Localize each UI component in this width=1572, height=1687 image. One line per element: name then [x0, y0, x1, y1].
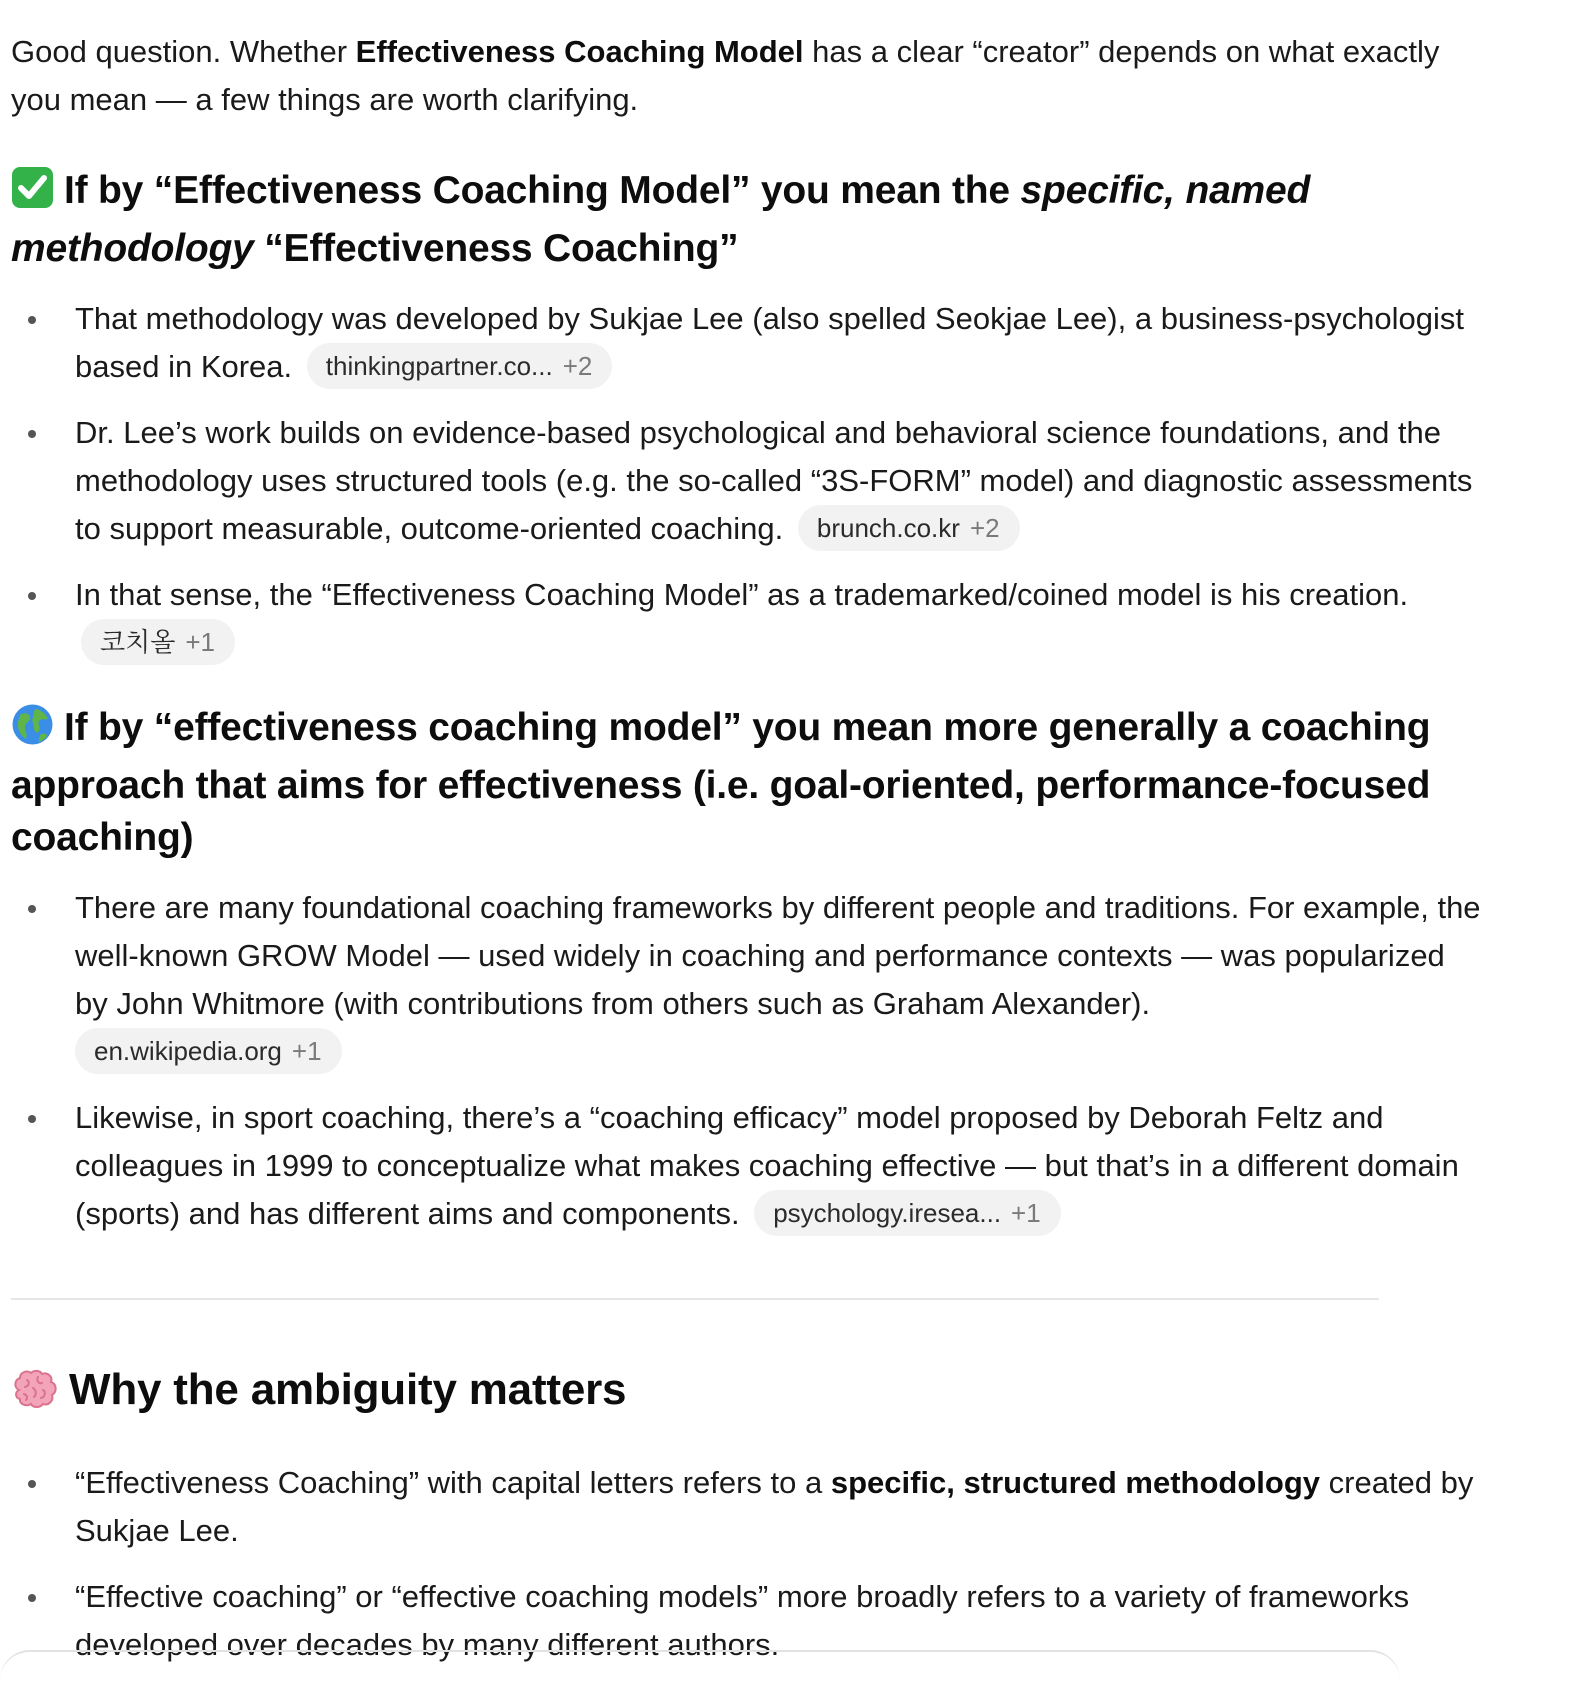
source-chip[interactable]: [307, 343, 613, 389]
bullet-dot: [28, 316, 36, 324]
section1-list: [11, 295, 1481, 667]
intro-text-start: Good question. Whether: [11, 34, 356, 69]
list-item-text: “Effectiveness Coaching” with capital letters refers to a: [75, 1465, 831, 1500]
section3-list: [11, 1459, 1481, 1669]
brain-icon: [11, 1366, 59, 1426]
globe-icon: [11, 703, 54, 760]
section1-heading-italic: specific, named methodology: [11, 169, 1311, 270]
source-chip-count: +1: [291, 1036, 322, 1066]
intro-bold-term: Effectiveness Coaching Model: [355, 34, 804, 69]
bullet-dot: [28, 1115, 36, 1123]
section1-heading-text: If by “Effectiveness Coaching Model” you mean the: [64, 169, 1021, 212]
list-item-text: Likewise, in sport coaching, there’s a “coaching efficacy” model proposed by Deborah Feltz and colleagues in 1999 to conceptualize what makes coaching effective — but that’s in a different domain (sports) and has different aims and components.: [75, 1100, 1459, 1231]
check-mark-icon: [11, 166, 54, 223]
section-divider: [11, 1298, 1379, 1300]
source-chip-count: +1: [185, 627, 216, 657]
source-chip-label: brunch.co.kr: [816, 513, 960, 543]
composer-top-edge: [0, 1650, 1400, 1682]
bullet-dot: [28, 430, 36, 438]
intro-paragraph: [11, 28, 1481, 124]
list-item-text: That methodology was developed by Sukjae Lee (also spelled Seokjae Lee), a business-psychologist based in Korea.: [75, 301, 1464, 384]
bullet-dot: [28, 1480, 36, 1488]
source-chip[interactable]: [754, 1190, 1061, 1236]
source-chip[interactable]: [75, 1028, 342, 1074]
source-chip-count: +2: [562, 351, 593, 381]
section2-heading-text: If by “effectiveness coaching model” you mean more generally a coaching approach that aims for effectiveness (i.e. goal-oriented, performance-focused coaching): [11, 706, 1431, 859]
list-item-bold: specific, structured methodology: [830, 1465, 1321, 1500]
intro-text-end: has a clear “creator” depends on what exactly you mean — a few things are worth clarifying.: [11, 34, 1440, 117]
source-chip-label: psychology.iresea...: [773, 1198, 1002, 1228]
list-item: [11, 295, 1481, 391]
list-item: [11, 409, 1481, 553]
section2-heading: [11, 702, 1481, 864]
section1-heading-tail: “Effectiveness Coaching”: [253, 227, 739, 270]
section1-heading: [11, 165, 1481, 275]
list-item-text: Dr. Lee’s work builds on evidence-based psychological and behavioral science foundations, and the methodology uses structured tools (e.g. the so-called “3S-FORM” model) and diagnostic assessments to support measurable, outcome-oriented coaching.: [75, 415, 1473, 546]
source-chip-label: 코치올: [100, 627, 176, 657]
section2-list: [11, 884, 1481, 1238]
source-chip-count: +2: [969, 513, 1000, 543]
source-chip[interactable]: [81, 619, 235, 665]
list-item-text-tail: created by Sukjae Lee.: [75, 1465, 1474, 1548]
chat-response: [11, 28, 1481, 1687]
source-chip[interactable]: [798, 505, 1020, 551]
list-item: [11, 571, 1481, 667]
source-chip-count: +1: [1011, 1198, 1041, 1228]
bullet-dot: [28, 905, 36, 913]
list-item: [11, 884, 1481, 1076]
section3-heading: [11, 1360, 1481, 1426]
list-item: [11, 1094, 1481, 1238]
bullet-dot: [28, 592, 36, 600]
list-item-text: There are many foundational coaching frameworks by different people and traditions. For example, the well-known GROW Model — used widely in coaching and performance contexts — was popularized by John Whitmore (with contributions from others such as Graham Alexander).: [75, 890, 1481, 1021]
list-item: [11, 1459, 1481, 1555]
list-item-text: “Effective coaching” or “effective coaching models” more broadly refers to a variety of frameworks developed over decades by many different authors.: [75, 1579, 1410, 1662]
list-item-text: In that sense, the “Effectiveness Coaching Model” as a trademarked/coined model is his creation.: [75, 577, 1409, 612]
section3-heading-text: Why the ambiguity matters: [69, 1365, 627, 1414]
bullet-dot: [28, 1594, 36, 1602]
source-chip-label: thinkingpartner.co...: [325, 351, 553, 381]
source-chip-label: en.wikipedia.org: [94, 1036, 282, 1066]
